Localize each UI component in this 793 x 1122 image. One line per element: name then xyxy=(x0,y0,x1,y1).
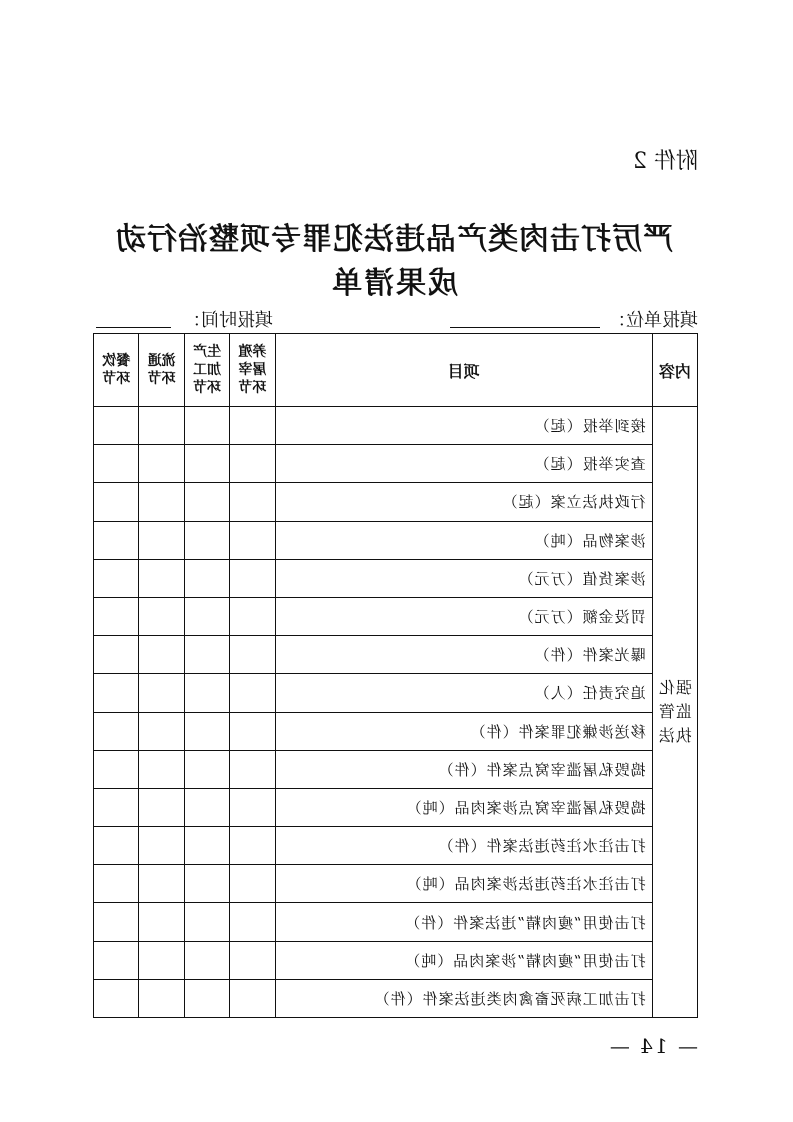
table-row xyxy=(94,636,698,674)
header-line: 餐饮 xyxy=(102,353,131,369)
stage-value-cell[interactable] xyxy=(139,941,184,979)
item-cell: 追究责任（人） xyxy=(275,674,652,712)
group-label-cell xyxy=(652,407,697,1018)
stage-value-cell[interactable] xyxy=(139,827,184,865)
stage-value-cell[interactable] xyxy=(139,903,184,941)
stage-value-cell[interactable] xyxy=(139,407,184,445)
stage-value-cell[interactable] xyxy=(94,597,139,635)
stage-value-cell[interactable] xyxy=(230,483,275,521)
header-line: 环节 xyxy=(102,371,131,387)
item-cell: 行政执法立案（起） xyxy=(275,483,652,521)
group-label-line: 强化 xyxy=(657,678,692,697)
stage-value-cell[interactable] xyxy=(139,483,184,521)
table-row xyxy=(94,521,698,559)
stage-value-cell[interactable] xyxy=(230,636,275,674)
reporting-time-blank xyxy=(96,327,171,328)
stage-value-cell[interactable] xyxy=(184,597,229,635)
item-cell: 打击加工病死畜禽肉类违法案件（件） xyxy=(275,979,652,1017)
item-cell: 打击使用“瘦肉精”违法案件（件） xyxy=(275,903,652,941)
item-cell: 曝光案件（件） xyxy=(275,636,652,674)
stage-value-cell[interactable] xyxy=(230,750,275,788)
stage-value-cell[interactable] xyxy=(139,521,184,559)
stage-value-cell[interactable] xyxy=(230,903,275,941)
stage-value-cell[interactable] xyxy=(94,407,139,445)
stage-value-cell[interactable] xyxy=(184,483,229,521)
table-row xyxy=(94,903,698,941)
stage-value-cell[interactable] xyxy=(230,597,275,635)
reporting-time-label: 填报时间： xyxy=(183,310,273,331)
stage-value-cell[interactable] xyxy=(94,712,139,750)
page-number: — 14 — xyxy=(607,1034,698,1058)
stage-value-cell[interactable] xyxy=(139,712,184,750)
stage-value-cell[interactable] xyxy=(139,445,184,483)
header-item: 项目 xyxy=(275,334,652,407)
stage-value-cell[interactable] xyxy=(139,865,184,903)
stage-value-cell[interactable] xyxy=(184,636,229,674)
stage-value-cell[interactable] xyxy=(184,979,229,1017)
table-row xyxy=(94,559,698,597)
stage-value-cell[interactable] xyxy=(184,407,229,445)
stage-value-cell[interactable] xyxy=(184,903,229,941)
stage-value-cell[interactable] xyxy=(230,941,275,979)
table-row xyxy=(94,445,698,483)
header-line: 屠宰 xyxy=(238,362,267,378)
header-line: 生产 xyxy=(192,344,221,360)
group-label-line: 执法 xyxy=(657,726,692,745)
item-cell: 涉案货值（万元） xyxy=(275,559,652,597)
stage-value-cell[interactable] xyxy=(184,750,229,788)
stage-value-cell[interactable] xyxy=(94,903,139,941)
header-production-processing-stage xyxy=(184,334,229,407)
stage-value-cell[interactable] xyxy=(230,827,275,865)
item-cell: 涉案物品（吨） xyxy=(275,521,652,559)
stage-value-cell[interactable] xyxy=(230,979,275,1017)
table-row xyxy=(94,674,698,712)
item-cell: 接到举报（起） xyxy=(275,407,652,445)
stage-value-cell[interactable] xyxy=(139,674,184,712)
header-line: 环节 xyxy=(147,371,176,387)
stage-value-cell[interactable] xyxy=(139,750,184,788)
stage-value-cell[interactable] xyxy=(94,788,139,826)
table-row xyxy=(94,979,698,1017)
table-row xyxy=(94,827,698,865)
header-line: 加工 xyxy=(192,362,221,378)
table-row xyxy=(94,941,698,979)
stage-value-cell[interactable] xyxy=(230,521,275,559)
header-content: 内容 xyxy=(652,334,697,407)
stage-value-cell[interactable] xyxy=(94,827,139,865)
stage-value-cell[interactable] xyxy=(230,788,275,826)
stage-value-cell[interactable] xyxy=(184,788,229,826)
header-catering-stage xyxy=(94,334,139,407)
stage-value-cell[interactable] xyxy=(184,941,229,979)
stage-value-cell[interactable] xyxy=(184,445,229,483)
table-row xyxy=(94,597,698,635)
document-title-line-2: 成果清单 xyxy=(330,266,458,301)
item-cell: 打击注水注药违法案件（件） xyxy=(275,827,652,865)
stage-value-cell[interactable] xyxy=(94,674,139,712)
stage-value-cell[interactable] xyxy=(139,559,184,597)
item-cell: 打击注水注药违法涉案肉品（吨） xyxy=(275,865,652,903)
stage-value-cell[interactable] xyxy=(230,407,275,445)
table-row xyxy=(94,788,698,826)
stage-value-cell[interactable] xyxy=(94,750,139,788)
reporting-unit-blank xyxy=(450,327,600,328)
results-table xyxy=(93,333,698,1018)
stage-value-cell[interactable] xyxy=(230,712,275,750)
results-table-container xyxy=(93,333,698,1018)
attachment-label: 附件 2 xyxy=(633,149,698,174)
table-row xyxy=(94,712,698,750)
header-line: 流通 xyxy=(147,353,176,369)
item-cell: 捣毁私屠滥宰窝点涉案肉品（吨） xyxy=(275,788,652,826)
table-header-row xyxy=(94,334,698,407)
document-title-line-1: 严厉打击肉类产品违法犯罪专项整治行动 xyxy=(115,222,673,257)
header-line: 环节 xyxy=(192,380,221,396)
stage-value-cell[interactable] xyxy=(184,674,229,712)
table-row xyxy=(94,750,698,788)
stage-value-cell[interactable] xyxy=(184,521,229,559)
stage-value-cell[interactable] xyxy=(94,979,139,1017)
table-row xyxy=(94,407,698,445)
item-cell: 移送涉嫌犯罪案件（件） xyxy=(275,712,652,750)
table-row xyxy=(94,865,698,903)
stage-value-cell[interactable] xyxy=(94,445,139,483)
table-row xyxy=(94,483,698,521)
reporting-unit-label: 填报单位： xyxy=(608,310,698,331)
stage-value-cell[interactable] xyxy=(184,827,229,865)
header-line: 养殖 xyxy=(238,344,267,360)
item-cell: 查实举报（起） xyxy=(275,445,652,483)
header-circulation-stage xyxy=(139,334,184,407)
stage-value-cell[interactable] xyxy=(139,636,184,674)
stage-value-cell[interactable] xyxy=(139,597,184,635)
item-cell: 打击使用“瘦肉精”涉案肉品（吨） xyxy=(275,941,652,979)
stage-value-cell[interactable] xyxy=(230,674,275,712)
stage-value-cell[interactable] xyxy=(184,865,229,903)
item-cell: 罚没金额（万元） xyxy=(275,597,652,635)
stage-value-cell[interactable] xyxy=(139,788,184,826)
header-breeding-slaughter-stage xyxy=(230,334,275,407)
group-label-line: 监管 xyxy=(657,702,692,721)
stage-value-cell[interactable] xyxy=(184,559,229,597)
stage-value-cell[interactable] xyxy=(230,559,275,597)
stage-value-cell[interactable] xyxy=(94,483,139,521)
stage-value-cell[interactable] xyxy=(94,521,139,559)
stage-value-cell[interactable] xyxy=(184,712,229,750)
stage-value-cell[interactable] xyxy=(230,865,275,903)
header-line: 环节 xyxy=(238,380,267,396)
item-cell: 捣毁私屠滥宰窝点案件（件） xyxy=(275,750,652,788)
table-body xyxy=(94,407,698,1018)
stage-value-cell[interactable] xyxy=(139,979,184,1017)
stage-value-cell[interactable] xyxy=(94,941,139,979)
stage-value-cell[interactable] xyxy=(94,636,139,674)
stage-value-cell[interactable] xyxy=(94,865,139,903)
stage-value-cell[interactable] xyxy=(94,559,139,597)
stage-value-cell[interactable] xyxy=(230,445,275,483)
